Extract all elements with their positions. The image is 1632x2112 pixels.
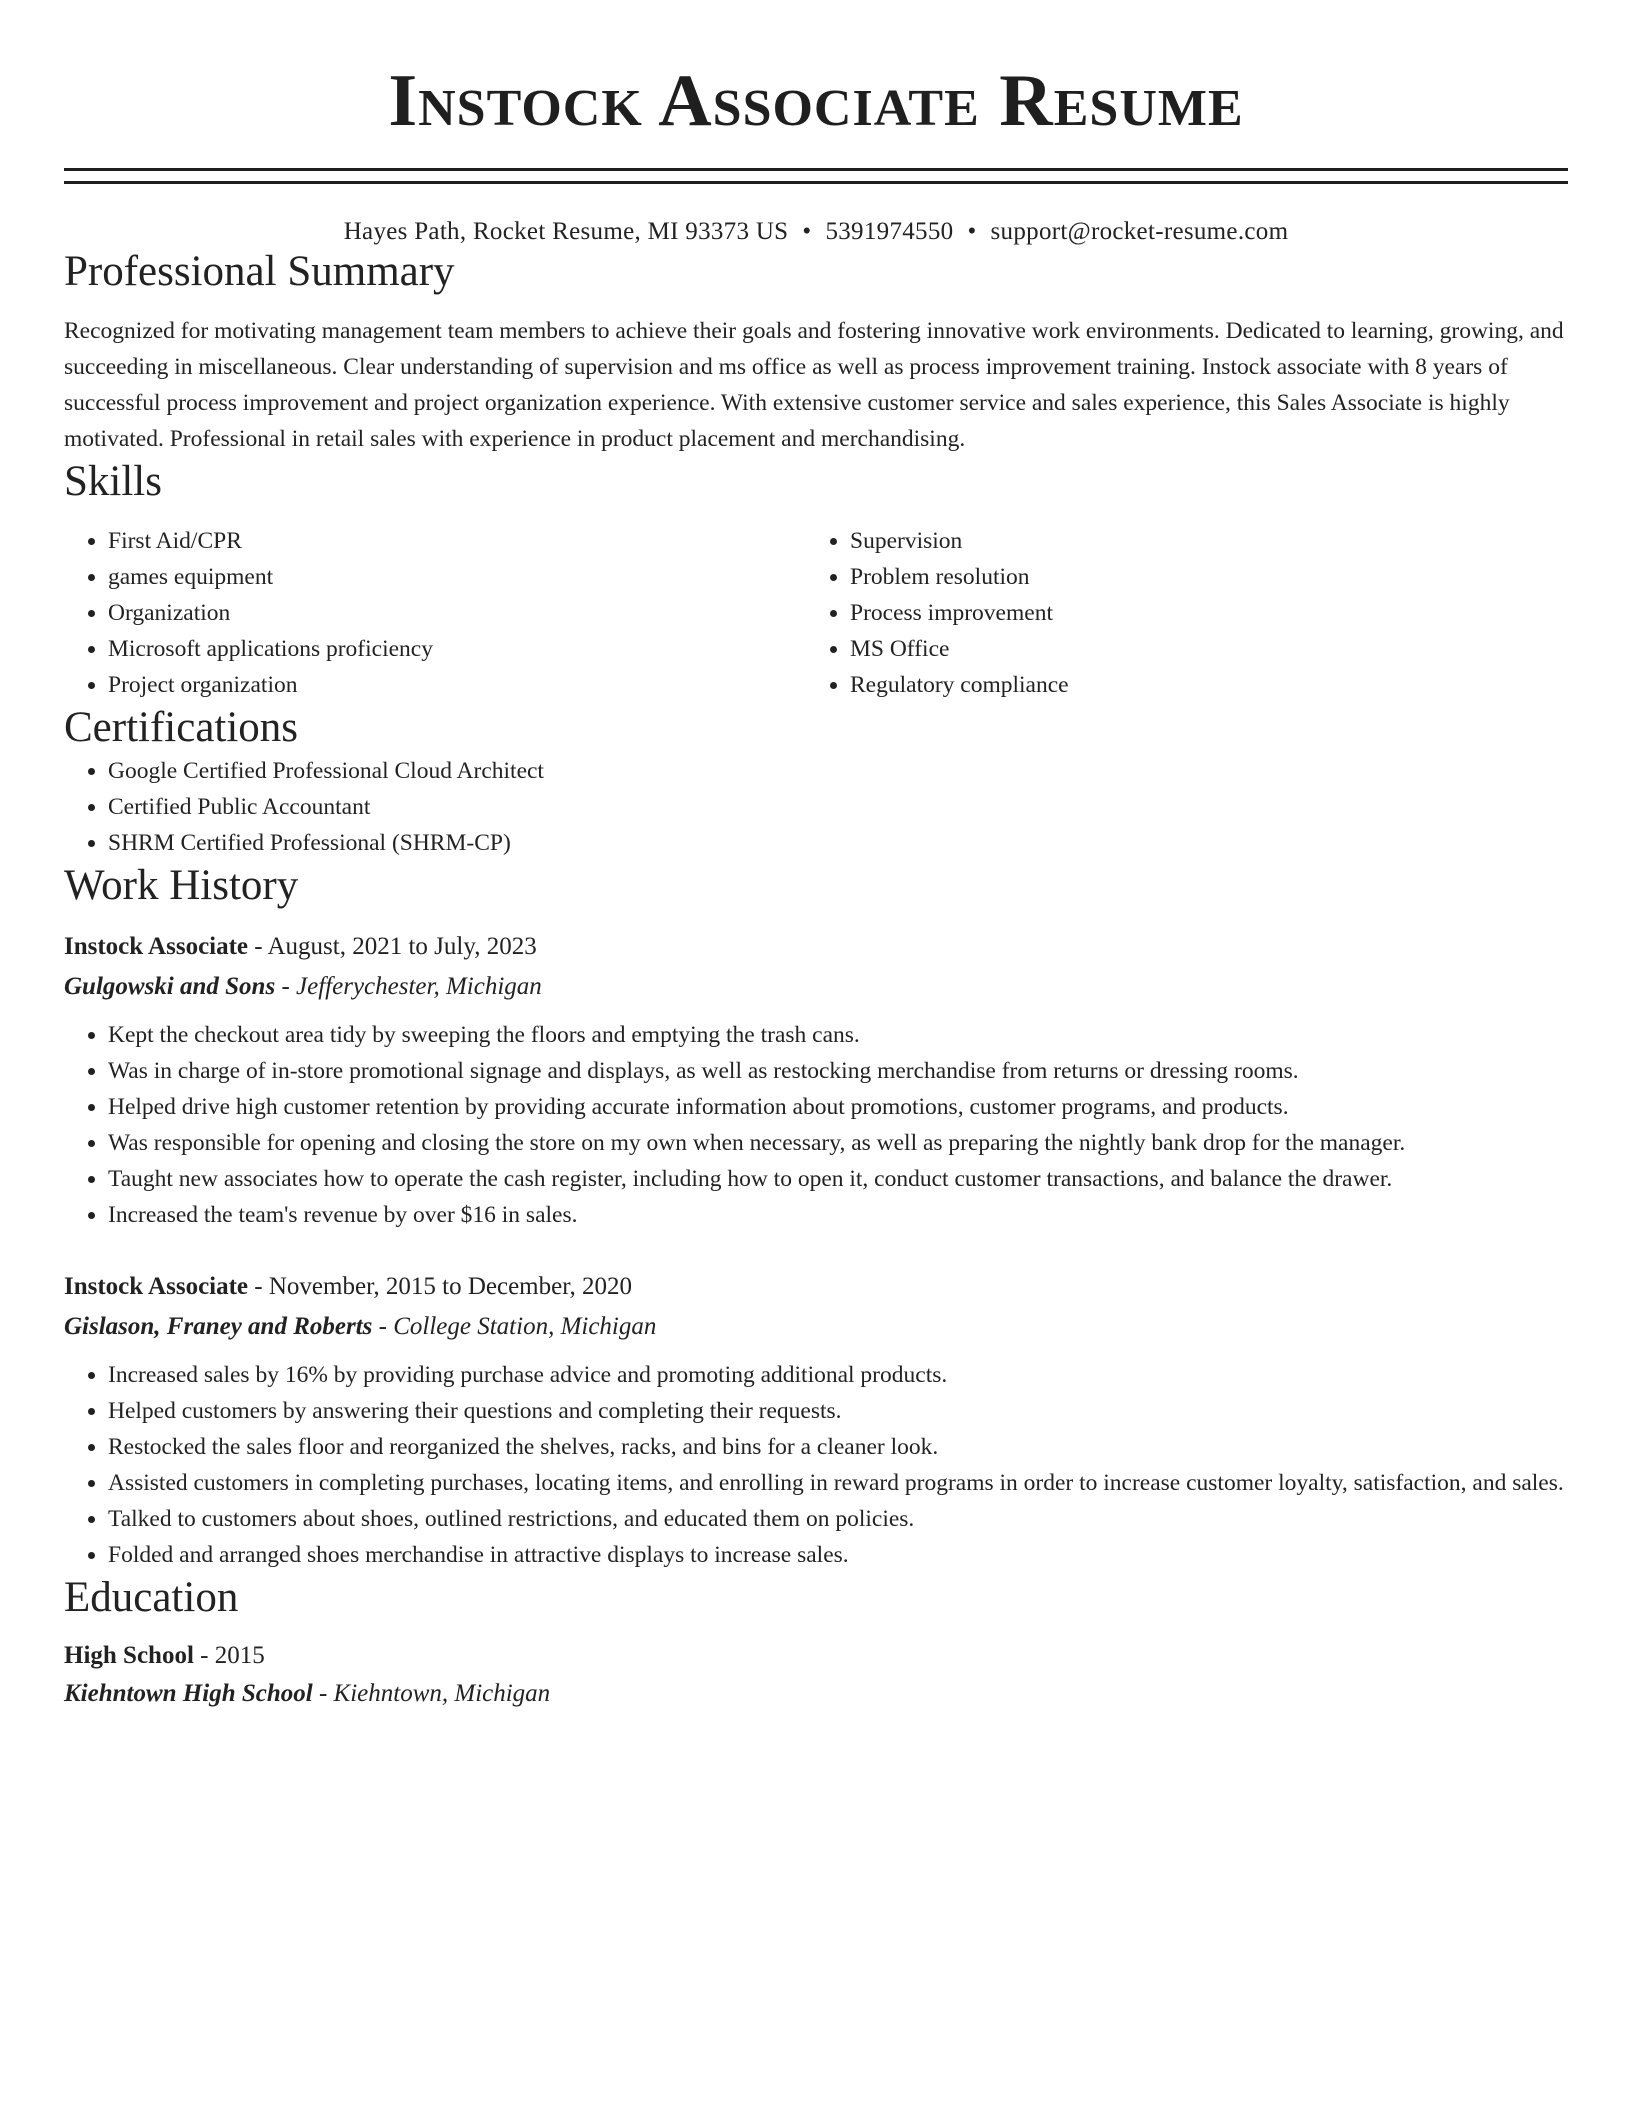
school-name: Kiehntown High School xyxy=(64,1680,313,1707)
job-bullet: • Increased the team's revenue by over $16 in sales. xyxy=(108,1197,1568,1233)
dash: - xyxy=(254,1273,263,1300)
certification-item: • SHRM Certified Professional (SHRM-CP) xyxy=(108,825,1568,861)
summary-text: Recognized for motivating management team members to achieve their goals and fostering innovative work environments. Dedicated to learning, growing, and succeeding in miscellaneous. Clear understanding of supervision and ms office as well as process improvement training. Instock associate with 8 years of successful process improvement and project organization experience. With extensive customer service and sales experience, this Sales Associate is highly motivated. Professional in retail sales with experience in product placement and merchandising. xyxy=(64,318,1564,452)
title-divider xyxy=(64,168,1568,184)
job-entry xyxy=(64,1267,1568,1573)
degree: High School xyxy=(64,1642,194,1669)
skills-grid xyxy=(64,523,1568,703)
job-bullet: • Increased sales by 16% by providing purchase advice and promoting additional products. xyxy=(108,1357,1568,1393)
job-bullet: • Taught new associates how to operate the cash register, including how to open it, conduct customer transactions, and balance the drawer. xyxy=(108,1161,1568,1197)
job-bullet: • Was responsible for opening and closing the store on my own when necessary, as well as preparing the nightly bank drop for the manager. xyxy=(108,1125,1568,1161)
job-bullet: • Helped customers by answering their questions and completing their requests. xyxy=(108,1393,1568,1429)
employer-location: College Station, Michigan xyxy=(393,1313,657,1340)
dash: - xyxy=(200,1642,209,1669)
skills-list-right xyxy=(806,523,1548,703)
degree-line xyxy=(64,1637,1568,1675)
contact-separator: • xyxy=(802,218,812,245)
contact-phone: 5391974550 xyxy=(825,218,954,245)
job-dates: November, 2015 to December, 2020 xyxy=(268,1273,633,1300)
certification-item: • Google Certified Professional Cloud Architect xyxy=(108,753,1568,789)
job-title: Instock Associate xyxy=(64,1273,249,1300)
skill-item: • Regulatory compliance xyxy=(850,667,1548,703)
certification-item: • Certified Public Accountant xyxy=(108,789,1568,825)
job-bullet: • Helped drive high customer retention by providing accurate information about promotions, customer programs, and products. xyxy=(108,1089,1568,1125)
skill-item: • Microsoft applications proficiency xyxy=(108,631,806,667)
job-title-line xyxy=(64,1267,1568,1307)
skills-heading: Skills xyxy=(64,458,162,505)
employer-location: Jefferychester, Michigan xyxy=(296,973,542,1000)
employer-line xyxy=(64,967,1568,1007)
job-bullet: • Was in charge of in-store promotional signage and displays, as well as restocking merchandise from returns or dressing rooms. xyxy=(108,1053,1568,1089)
school-line xyxy=(64,1675,1568,1713)
contact-line xyxy=(64,217,1568,247)
school-location: Kiehntown, Michigan xyxy=(333,1680,551,1707)
summary-heading: Professional Summary xyxy=(64,248,455,295)
skills-column-right xyxy=(806,523,1548,703)
dash: - xyxy=(318,1680,328,1707)
employer-name: Gislason, Franey and Roberts xyxy=(64,1313,373,1340)
job-bullet: • Restocked the sales floor and reorganized the shelves, racks, and bins for a cleaner look. xyxy=(108,1429,1568,1465)
contact-separator: • xyxy=(967,218,977,245)
education-entry xyxy=(64,1637,1568,1713)
job-bullet: • Folded and arranged shoes merchandise in attractive displays to increase sales. xyxy=(108,1537,1568,1573)
certifications-list xyxy=(64,753,1568,861)
contact-email: support@rocket-resume.com xyxy=(990,218,1289,245)
graduation-year: 2015 xyxy=(214,1642,265,1669)
skill-item: • Supervision xyxy=(850,523,1548,559)
skill-item: • First Aid/CPR xyxy=(108,523,806,559)
skill-item: • Problem resolution xyxy=(850,559,1548,595)
job-entry xyxy=(64,927,1568,1233)
skills-column-left xyxy=(64,523,806,703)
contact-address: Hayes Path, Rocket Resume, MI 93373 US xyxy=(343,218,789,245)
job-title-line xyxy=(64,927,1568,967)
job-bullets xyxy=(64,1357,1568,1573)
skill-item: • Project organization xyxy=(108,667,806,703)
dash: - xyxy=(378,1313,387,1340)
dash: - xyxy=(254,933,263,960)
job-bullet: • Assisted customers in completing purchases, locating items, and enrolling in reward programs in order to increase customer loyalty, satisfaction, and sales. xyxy=(108,1465,1568,1501)
job-bullets xyxy=(64,1017,1568,1233)
certifications-heading: Certifications xyxy=(64,704,299,751)
skills-list-left xyxy=(64,523,806,703)
job-dates: August, 2021 to July, 2023 xyxy=(267,933,537,960)
skill-item: • Process improvement xyxy=(850,595,1548,631)
job-title: Instock Associate xyxy=(64,933,249,960)
skill-item: • games equipment xyxy=(108,559,806,595)
job-bullet: • Talked to customers about shoes, outlined restrictions, and educated them on policies. xyxy=(108,1501,1568,1537)
employer-name: Gulgowski and Sons xyxy=(64,973,276,1000)
employer-line xyxy=(64,1307,1568,1347)
work-history-heading: Work History xyxy=(64,862,299,909)
education-heading: Education xyxy=(64,1574,239,1621)
skill-item: • MS Office xyxy=(850,631,1548,667)
skill-item: • Organization xyxy=(108,595,806,631)
resume-title: Instock Associate Resume xyxy=(388,60,1244,142)
dash: - xyxy=(281,973,290,1000)
job-bullet: • Kept the checkout area tidy by sweeping the floors and emptying the trash cans. xyxy=(108,1017,1568,1053)
